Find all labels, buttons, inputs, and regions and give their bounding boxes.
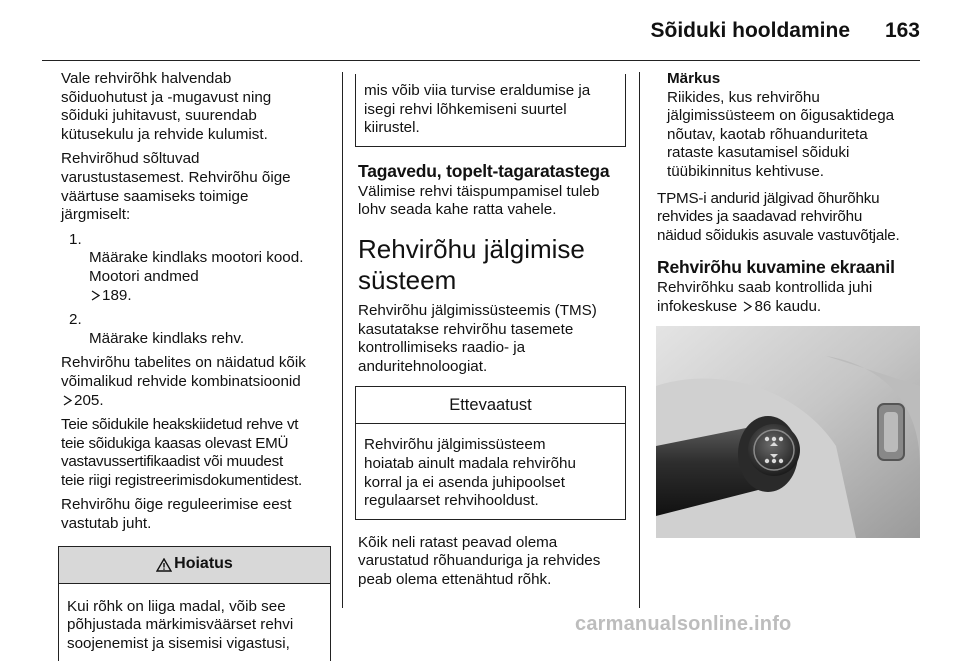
caution-text: Rehvirõhu jälgimissüsteem hoiatab ainult madala rehvirõhu korral ja ei asenda juhipoolset regulaarset rehvihooldust.: [364, 436, 576, 510]
note-block: [657, 70, 927, 182]
column-left: [61, 70, 331, 671]
paragraph: Kõik neli ratast peavad olema varustatud rõhuanduriga ja rehvides peab olema ettenähtud rõhk.: [358, 533, 601, 588]
tpms-control-photo: [656, 326, 920, 538]
paragraph: [61, 354, 331, 410]
column-divider: [342, 72, 343, 608]
warning-text: mis võib viia turvise eraldumise ja isegi rehvi lõhkemiseni suurtel kiirustel.: [364, 82, 591, 137]
subsection-heading: Tagavedu, topelt-tagaratastega: [358, 160, 610, 181]
paragraph: Teie sõidukile heakskiidetud rehve vt teie sõidukiga kaasas olevast EMÜ vastavussertifikaadist või muudest teie riigi registreerimisdokumentidest.: [61, 416, 302, 489]
warning-box-continued: [355, 74, 626, 147]
header-divider: [42, 60, 920, 61]
paragraph: TPMS-i andurid jälgivad õhurõhku rehvides ja saadavad rehvirõhu näidud sõidukis asuvale vastuvõtjale.: [657, 189, 900, 244]
warning-triangle-icon: [156, 558, 172, 572]
caution-box: [355, 386, 626, 519]
list-item: [61, 231, 331, 305]
paragraph: Välimise rehvi täispumpamisel tuleb lohv seada kahe ratta vahele.: [358, 182, 600, 219]
section-title: Sõiduki hooldamine: [650, 19, 850, 42]
paragraph: [657, 279, 927, 316]
paragraph-text: Rehvirõhku saab kontrollida juhi infokeskuse: [657, 279, 873, 315]
paragraph: Rehvirõhud sõltuvad varustustasemest. Rehvirõhu õige väärtuse saamiseks toimige järgmiselt:: [61, 150, 291, 224]
caution-header: Ettevaatust: [356, 387, 625, 424]
page-reference-arrow-icon: [743, 301, 752, 312]
note-title: Märkus: [667, 70, 721, 87]
warning-title: Hoiatus: [174, 555, 233, 573]
warning-header: [59, 547, 330, 584]
page-reference-arrow-icon: [63, 395, 72, 406]
list-text: Määrake kindlaks rehv.: [89, 329, 245, 347]
page-number: 163: [884, 19, 920, 42]
paragraph: Rehvirõhu jälgimissüsteemis (TMS) kasutatakse rehvirõhu tasemete kontrollimiseks raadio- ja anduritehnoloogiat.: [358, 301, 597, 375]
page-reference-arrow-icon: [91, 290, 100, 301]
section-heading: Rehvirõhu jälgimise süsteem: [358, 233, 585, 295]
paragraph-text: Rehvirõhu tabelites on näidatud kõik võimalikud rehvide kombinatsioonid: [61, 354, 306, 390]
page-header: [0, 0, 960, 62]
watermark: carmanualsonline.info: [575, 613, 792, 635]
note-text: Riikides, kus rehvirõhu jälgimissüsteem on õigusaktidega nõutav, kaotab rõhuanduriteta rataste kasutamisel sõiduki tüübikinnitus kehtivuse.: [667, 88, 895, 180]
page-reference[interactable]: 86 kaudu.: [754, 297, 822, 315]
page-reference[interactable]: 205.: [74, 391, 104, 409]
list-item: [61, 311, 331, 348]
numbered-list: [61, 231, 331, 349]
column-right: [657, 70, 927, 323]
page-reference[interactable]: 189.: [102, 286, 132, 304]
paragraph: Vale rehvirõhk halvendab sõiduohutust ja -mugavust ning sõiduki juhitavust, suurendab kütusekulu ja rehvide kulumist.: [61, 70, 272, 143]
warning-box: [58, 546, 331, 662]
list-number: 1.: [69, 230, 82, 248]
stalk-button-illustration: [656, 326, 920, 538]
column-divider: [639, 72, 640, 608]
list-number: 2.: [69, 311, 82, 329]
subsection-heading: Rehvirõhu kuvamine ekraanil: [657, 257, 895, 278]
paragraph: Rehvirõhu õige reguleerimise eest vastutab juht.: [61, 496, 292, 533]
column-middle: [358, 70, 626, 596]
list-text: Määrake kindlaks mootori kood. Mootori andmed: [89, 249, 304, 285]
warning-text: Kui rõhk on liiga madal, võib see põhjustada märkimisväärset rehvi soojenemist ja sisemisi vigastusi,: [67, 597, 294, 652]
